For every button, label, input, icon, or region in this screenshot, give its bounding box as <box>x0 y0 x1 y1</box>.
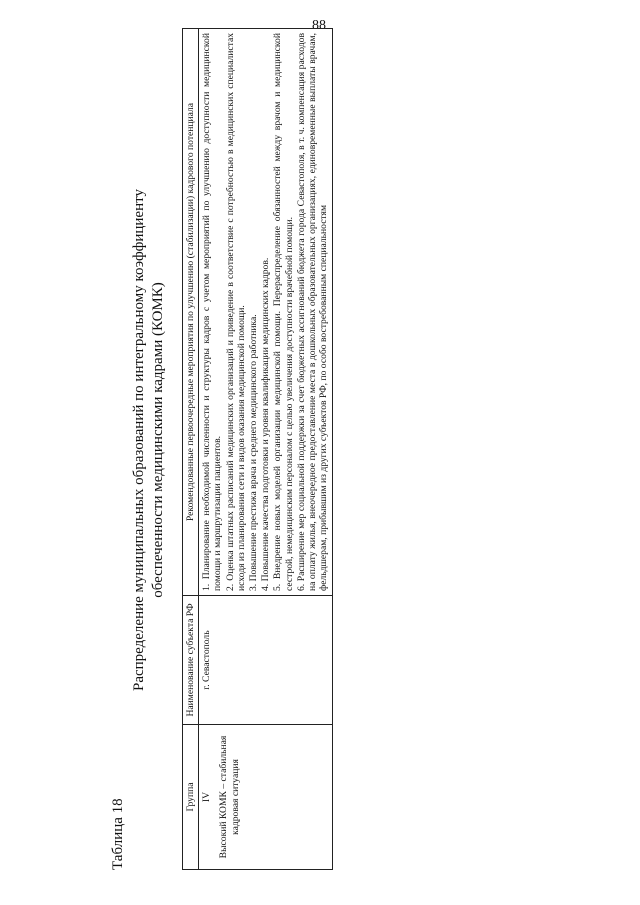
header-subject: Наименование субъекта РФ <box>183 596 199 725</box>
header-group: Группа <box>183 725 199 870</box>
header-row <box>183 29 199 870</box>
cell-subject: г. Севастополь <box>199 596 333 725</box>
page-number: 88 <box>312 18 326 33</box>
data-table <box>182 28 333 870</box>
rotated-sheet <box>110 0 580 880</box>
cell-group <box>199 725 333 870</box>
table-title <box>130 0 168 880</box>
measure-item: 2. Оценка штатных расписаний медицинских организаций и приведение в соответствие с потребностью в медицинских специалистах исходя из планирования сети и видов оказания медицинской помощи. <box>224 33 247 591</box>
cell-measures <box>199 29 333 596</box>
table-row <box>199 29 333 870</box>
group-description: Высокий КОМК – стабильная кадровая ситуация <box>218 735 241 859</box>
group-number: IV <box>201 791 213 803</box>
title-line-2: обеспеченности медицинскими кадрами (КОМК) <box>150 282 166 598</box>
table-caption: Таблица 18 <box>110 798 126 870</box>
measure-item: 4. Повышение качества подготовки и уровня квалификации медицинских кадров. <box>260 257 272 591</box>
measure-item: 5. Внедрение новых моделей организации медицинской помощи. Перераспределение обязанностей между врачом и медицинской сестрой, немедицинским персоналом с целью увеличения доступности врачебной помощи. <box>272 33 295 591</box>
measure-item: 3. Повышение престижа врача и среднего медицинского работника. <box>248 314 260 591</box>
title-line-1: Распределение муниципальных образований по интегральному коэффициенту <box>131 189 147 691</box>
measure-item: 6. Расширение мер социальной поддержки за счет бюджетных ассигнований бюджета города Севастополя, в т. ч. компенсация расходов на оплату жилья, внеочередное предоставление места в дошкольных образовательных организациях, единовременные выплаты врачам, фельдшерам, прибывшим из других субъектов РФ, по особо востребованным специальностям <box>295 33 330 591</box>
measure-item: 1. Планирование необходимой численности и структуры кадров с учетом мероприятий по улучшению доступности медицинской помощи и маршрутизации пациентов. <box>201 33 224 591</box>
header-measures: Рекомендованные первоочередные мероприятия по улучшению (стабилизации) кадрового потенциала <box>183 29 199 596</box>
